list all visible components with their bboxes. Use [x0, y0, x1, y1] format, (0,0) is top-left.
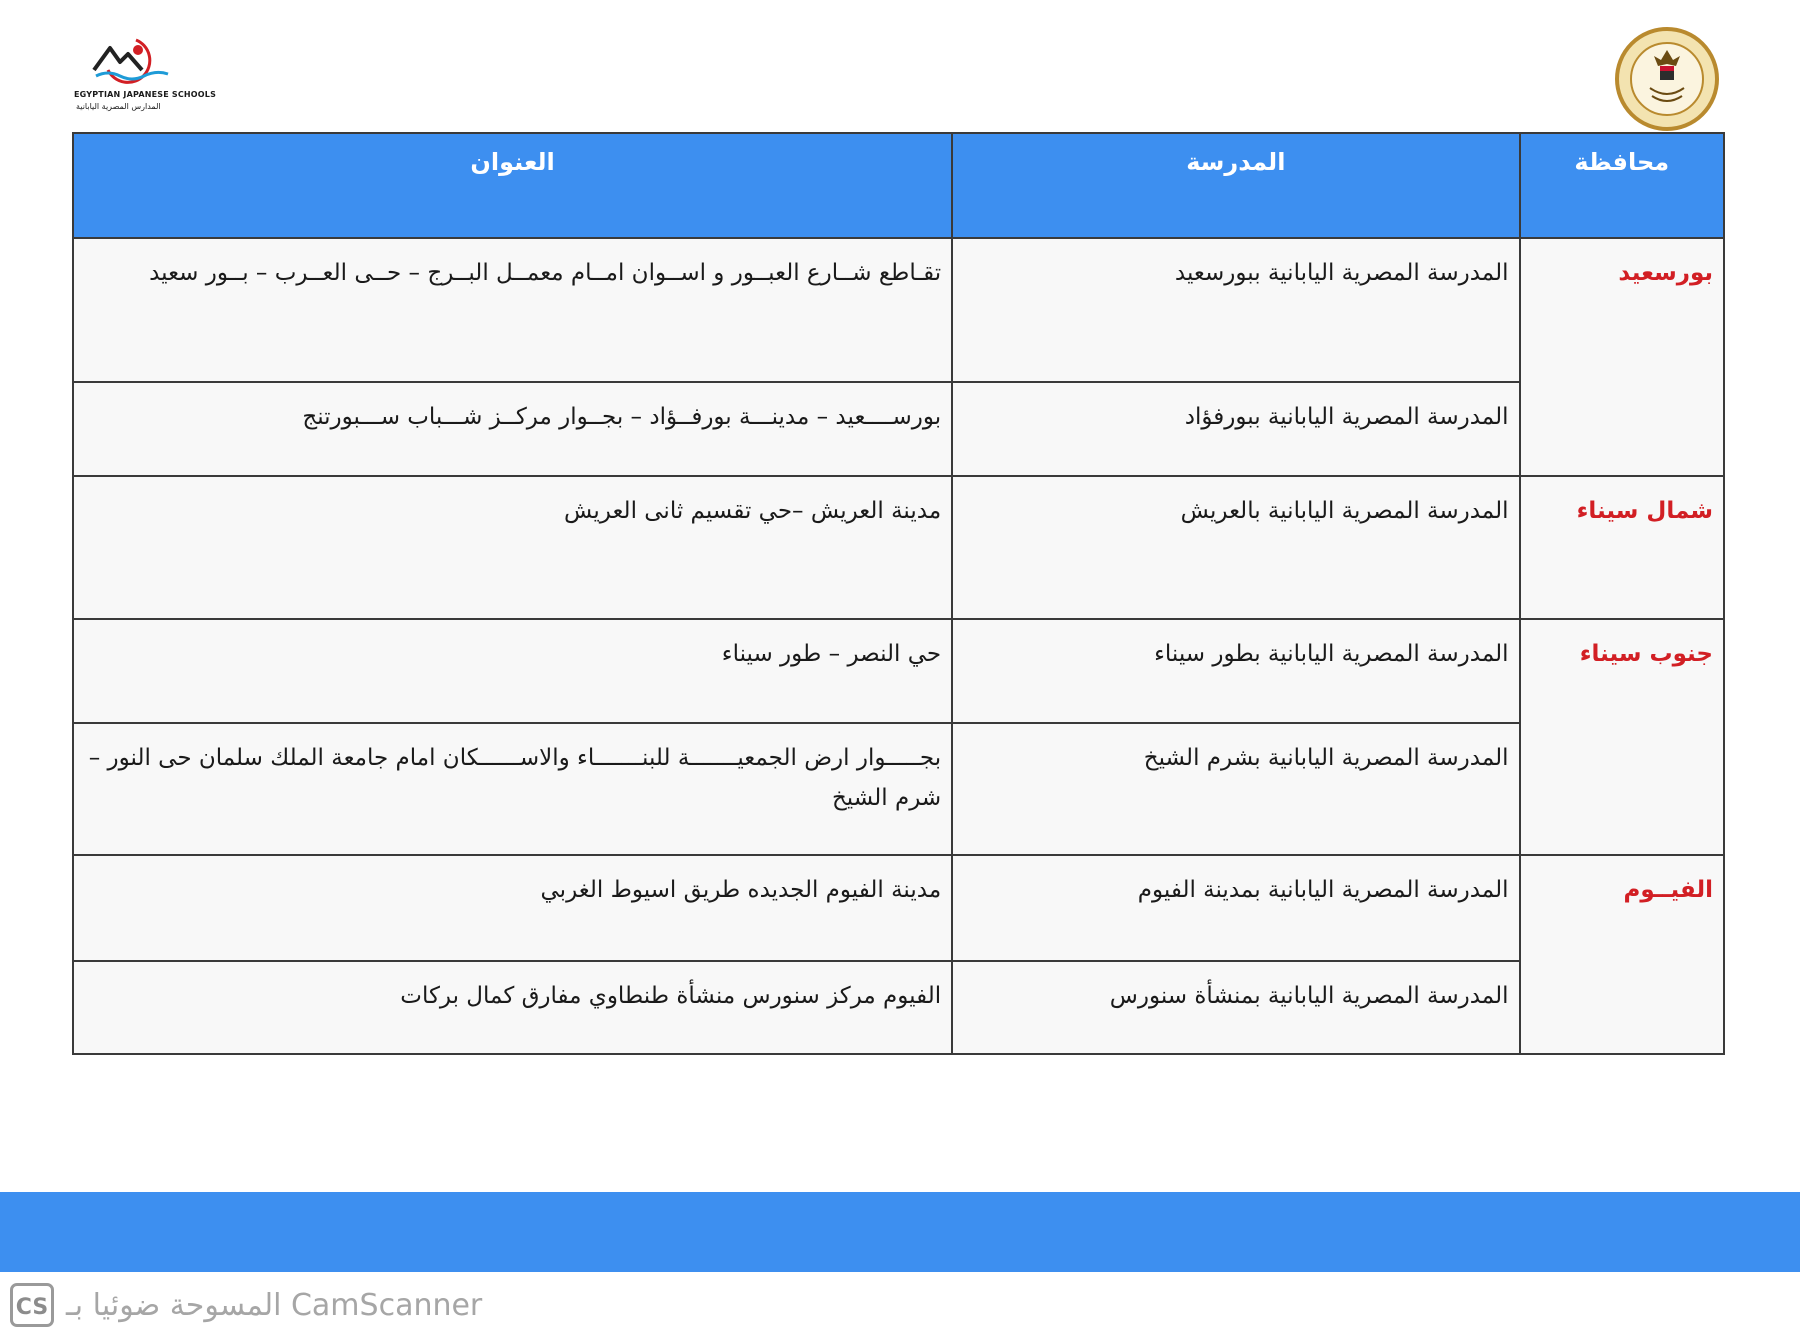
header-governorate: محافظة	[1520, 133, 1724, 238]
school-cell: المدرسة المصرية اليابانية بشرم الشيخ	[952, 723, 1519, 855]
governorate-cell: الفيــوم	[1520, 855, 1724, 1054]
header-school: المدرسة	[952, 133, 1519, 238]
address-cell: حي النصر – طور سيناء	[73, 619, 952, 723]
table-header-row	[73, 133, 1724, 238]
camscanner-watermark	[10, 1280, 482, 1330]
table-row	[73, 619, 1724, 723]
logo-arabic-text: المدارس المصرية اليابانية	[76, 102, 161, 111]
mountains-sun-icon	[74, 30, 184, 90]
address-cell: بورســــعيد – مدينـــة بورفــؤاد – بجــوار مركــز شـــباب ســـبورتنج	[73, 382, 952, 476]
footer-bar	[0, 1192, 1800, 1272]
table-row	[73, 382, 1724, 476]
table-row	[73, 961, 1724, 1054]
address-cell: بجـــــوار ارض الجمعيـــــــة للبنـــــــاء والاســــــكان امام جامعة الملك سلمان حى النور – شرم الشيخ	[73, 723, 952, 855]
header-address: العنوان	[73, 133, 952, 238]
egyptian-japanese-schools-logo	[74, 30, 224, 120]
school-cell: المدرسة المصرية اليابانية بمدينة الفيوم	[952, 855, 1519, 961]
table-row	[73, 855, 1724, 961]
camscanner-text: المسوحة ضوئيا بـ CamScanner	[66, 1287, 483, 1323]
governorate-cell: جنوب سيناء	[1520, 619, 1724, 855]
address-cell: الفيوم مركز سنورس منشأة طنطاوي مفارق كمال بركات	[73, 961, 952, 1054]
camscanner-logo-icon: CS	[10, 1283, 54, 1327]
school-cell: المدرسة المصرية اليابانية ببورفؤاد	[952, 382, 1519, 476]
table-row	[73, 238, 1724, 382]
school-cell: المدرسة المصرية اليابانية بمنشأة سنورس	[952, 961, 1519, 1054]
table-row	[73, 476, 1724, 619]
school-cell: المدرسة المصرية اليابانية بالعريش	[952, 476, 1519, 619]
governorate-cell: بورسعيد	[1520, 238, 1724, 476]
schools-table	[72, 132, 1725, 1055]
governorate-cell: شمال سيناء	[1520, 476, 1724, 619]
address-cell: مدينة العريش –حي تقسيم ثانى العريش	[73, 476, 952, 619]
table-row	[73, 723, 1724, 855]
address-cell: تقـاطع شــارع العبــور و اســوان امــام معمــل البــرج – حــى العــرب – بــور سعيد	[73, 238, 952, 382]
school-cell: المدرسة المصرية اليابانية بطور سيناء	[952, 619, 1519, 723]
school-cell: المدرسة المصرية اليابانية ببورسعيد	[952, 238, 1519, 382]
logo-english-text: EGYPTIAN JAPANESE SCHOOLS	[74, 90, 217, 99]
address-cell: مدينة الفيوم الجديده طريق اسيوط الغربي	[73, 855, 952, 961]
ministry-eagle-seal-icon	[1614, 26, 1720, 132]
ministry-seal-logo	[1614, 26, 1720, 132]
